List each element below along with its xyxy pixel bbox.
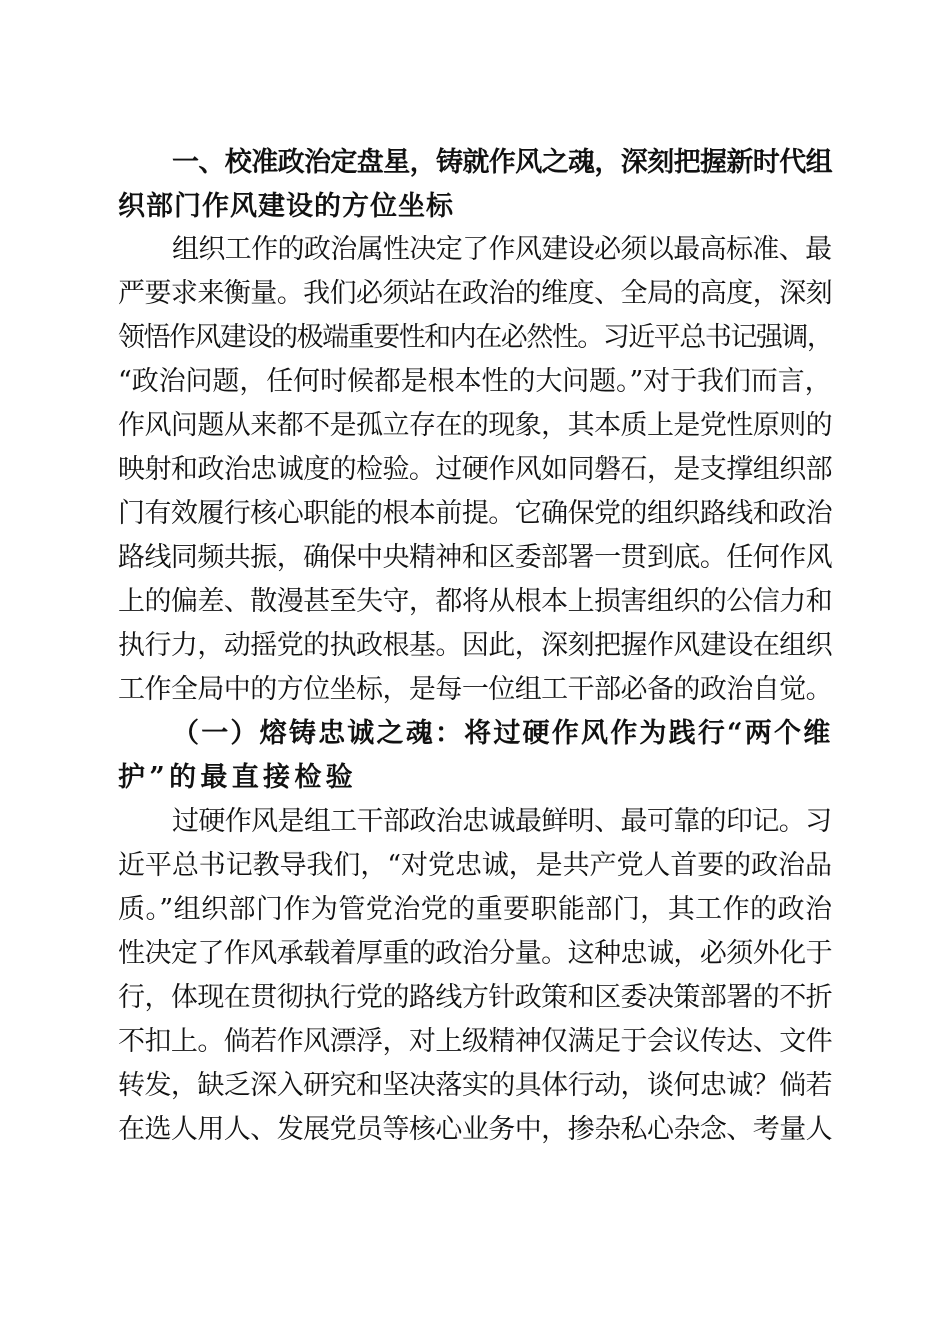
paragraph-line: 性决定了作风承载着厚重的政治分量。这种忠诚，必须外化于 [118, 938, 833, 969]
paragraph-line: 质。”组织部门作为管党治党的重要职能部门，其工作的政治 [118, 894, 833, 925]
paragraph-line: “政治问题，任何时候都是根本性的大问题。”对于我们而言， [118, 366, 832, 397]
subsection-heading-line: 护”的最直接检验 [118, 762, 357, 793]
paragraph-line: 执行力，动摇党的执政根基。因此，深刻把握作风建设在组织 [118, 630, 833, 661]
paragraph-line: 门有效履行核心职能的根本前提。它确保党的组织路线和政治 [118, 498, 833, 529]
paragraph-line: 转发，缺乏深入研究和坚决落实的具体行动，谈何忠诚？倘若 [118, 1070, 833, 1101]
paragraph-line: 行，体现在贯彻执行党的路线方针政策和区委决策部署的不折 [118, 982, 833, 1013]
subsection-heading-line: （一）熔铸忠诚之魂：将过硬作风作为践行“两个维 [172, 718, 833, 749]
paragraph-line: 路线同频共振，确保中央精神和区委部署一贯到底。任何作风 [118, 542, 833, 573]
section-heading-line: 一、校准政治定盘星，铸就作风之魂，深刻把握新时代组 [172, 147, 832, 178]
paragraph-line: 在选人用人、发展党员等核心业务中，掺杂私心杂念、考量人 [118, 1114, 833, 1145]
paragraph-line: 过硬作风是组工干部政治忠诚最鲜明、最可靠的印记。习 [172, 806, 832, 837]
paragraph-line: 近平总书记教导我们，“对党忠诚，是共产党人首要的政治品 [118, 850, 832, 881]
paragraph-line: 工作全局中的方位坐标，是每一位组工干部必备的政治自觉。 [118, 674, 833, 705]
paragraph-line: 严要求来衡量。我们必须站在政治的维度、全局的高度，深刻 [118, 278, 833, 309]
paragraph-line: 组织工作的政治属性决定了作风建设必须以最高标准、最 [172, 234, 832, 265]
section-heading-line: 织部门作风建设的方位坐标 [118, 191, 454, 222]
paragraph-line: 领悟作风建设的极端重要性和内在必然性。习近平总书记强调， [118, 322, 833, 353]
paragraph-line: 映射和政治忠诚度的检验。过硬作风如同磐石，是支撑组织部 [118, 454, 833, 485]
paragraph-line: 上的偏差、散漫甚至失守，都将从根本上损害组织的公信力和 [118, 586, 833, 617]
paragraph-line: 作风问题从来都不是孤立存在的现象，其本质上是党性原则的 [118, 410, 833, 441]
paragraph-line: 不扣上。倘若作风漂浮，对上级精神仅满足于会议传达、文件 [118, 1026, 833, 1057]
